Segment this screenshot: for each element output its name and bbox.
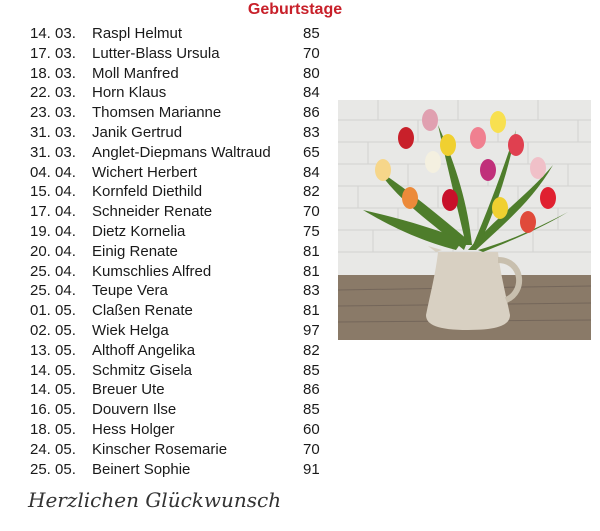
person-name: Moll Manfred: [92, 64, 179, 82]
person-name: Kornfeld Diethild: [92, 183, 203, 201]
birthday-date: 14. 05.: [30, 381, 76, 399]
birthday-date: 16. 05.: [30, 401, 76, 419]
person-name: Anglet-Diepmans Waltraud: [92, 143, 271, 161]
person-name: Einig Renate: [92, 242, 178, 260]
birthday-date: 31. 03.: [30, 143, 76, 161]
age-value: 70: [303, 440, 320, 458]
age-value: 83: [303, 282, 320, 300]
age-value: 91: [303, 460, 320, 478]
birthday-date: 01. 05.: [30, 302, 76, 320]
age-value: 84: [303, 163, 320, 181]
person-name: Beinert Sophie: [92, 460, 191, 478]
person-name: Kumschlies Alfred: [92, 262, 212, 280]
age-value: 80: [303, 64, 320, 82]
age-value: 82: [303, 183, 320, 201]
person-name: Janik Gertrud: [92, 123, 183, 141]
person-name: Kinscher Rosemarie: [92, 440, 228, 458]
person-name: Dietz Kornelia: [92, 222, 186, 240]
age-value: 82: [303, 341, 320, 359]
tulip-bouquet-photo: [338, 100, 591, 340]
birthday-date: 14. 03.: [30, 25, 76, 42]
birthday-date: 04. 04.: [30, 163, 76, 181]
person-name: Wichert Herbert: [92, 163, 198, 181]
birthday-date: 25. 04.: [30, 282, 76, 300]
person-name: Thomsen Marianne: [92, 104, 222, 122]
age-value: 81: [303, 242, 320, 260]
birthday-date: 20. 04.: [30, 242, 76, 260]
person-name: Hess Holger: [92, 420, 175, 438]
person-name: Breuer Ute: [92, 381, 165, 399]
age-value: 84: [303, 84, 320, 102]
age-value: 85: [303, 401, 320, 419]
person-name: Douvern Ilse: [92, 401, 177, 419]
birthday-date: 19. 04.: [30, 222, 76, 240]
birthday-date: 24. 05.: [30, 440, 76, 458]
person-name: Schneider Renate: [92, 203, 213, 221]
birthday-date: 22. 03.: [30, 84, 76, 102]
age-value: 70: [303, 203, 320, 221]
age-value: 85: [303, 25, 320, 42]
age-value: 86: [303, 381, 320, 399]
birthday-date: 17. 04.: [30, 203, 76, 221]
person-name: Horn Klaus: [92, 84, 167, 102]
age-value: 70: [303, 44, 320, 62]
age-value: 97: [303, 321, 320, 339]
birthday-date: 02. 05.: [30, 321, 76, 339]
person-name: Claßen Renate: [92, 302, 193, 320]
person-name: Schmitz Gisela: [92, 361, 193, 379]
birthday-date: 17. 03.: [30, 44, 76, 62]
birthday-date: 13. 05.: [30, 341, 76, 359]
birthday-date: 18. 05.: [30, 420, 76, 438]
person-name: Raspl Helmut: [92, 25, 183, 42]
age-value: 65: [303, 143, 320, 161]
birthday-date: 31. 03.: [30, 123, 76, 141]
person-name: Wiek Helga: [92, 321, 169, 339]
birthday-date: 18. 03.: [30, 64, 76, 82]
birthday-date: 23. 03.: [30, 104, 76, 122]
age-value: 75: [303, 222, 320, 240]
age-value: 81: [303, 302, 320, 320]
person-name: Althoff Angelika: [92, 341, 196, 359]
age-value: 81: [303, 262, 320, 280]
closing-text: Herzlichen Glückwunsch: [28, 488, 282, 512]
age-value: 83: [303, 123, 320, 141]
birthday-date: 15. 04.: [30, 183, 76, 201]
age-value: 85: [303, 361, 320, 379]
birthday-date: 25. 05.: [30, 460, 76, 478]
birthday-date: 25. 04.: [30, 262, 76, 280]
page-title: Geburtstage: [247, 1, 343, 18]
person-name: Lutter-Blass Ursula: [92, 44, 220, 62]
birthday-date: 14. 05.: [30, 361, 76, 379]
age-value: 86: [303, 104, 320, 122]
person-name: Teupe Vera: [92, 282, 168, 300]
age-value: 60: [303, 420, 320, 438]
